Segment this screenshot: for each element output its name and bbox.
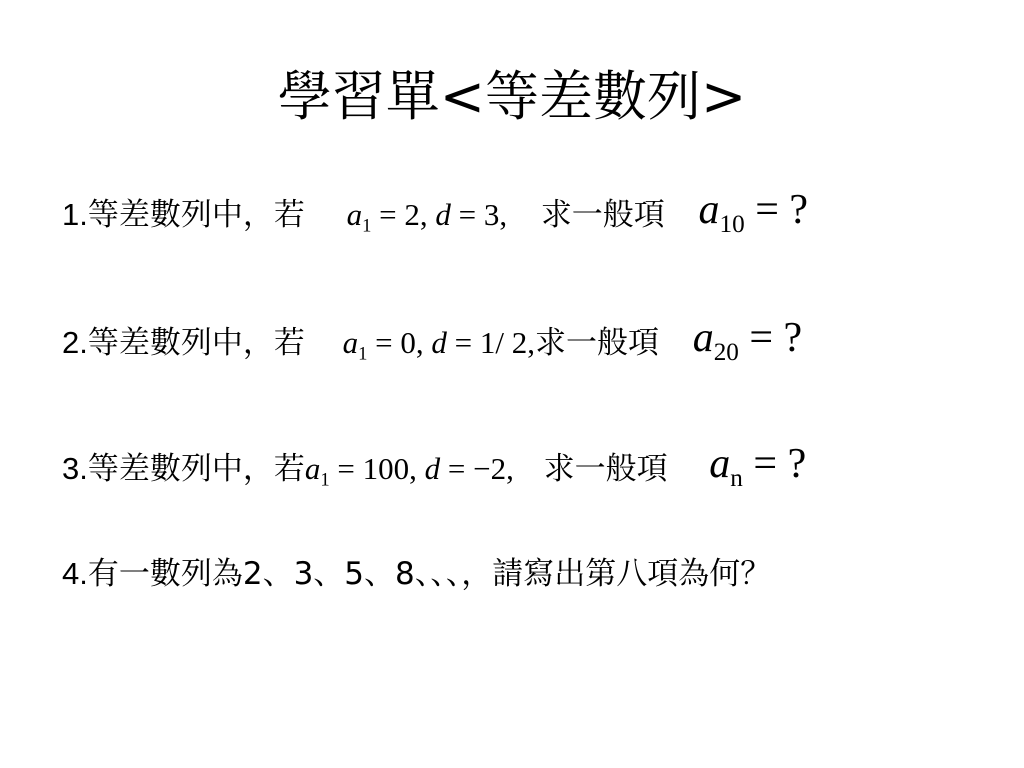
question-number: 1. — [62, 197, 88, 232]
question-text: 有一數列為2、3、5、8、、、，請寫出第八項為何？ — [87, 556, 772, 592]
question-number: 3. — [62, 451, 88, 486]
question-number: 2. — [62, 325, 88, 360]
question-4 — [62, 552, 962, 596]
question-lead: 等差數列中，若 — [87, 325, 305, 361]
question-1 — [62, 187, 809, 238]
condition-formula: $a_1 = 0$, d = 1/ 2, — [342, 325, 535, 365]
question-ask: 求一般項 — [540, 197, 665, 233]
target-formula: $a_{10}$ = ? — [698, 187, 809, 238]
condition-formula: $a_1 = 100$, d = −2, — [304, 451, 514, 491]
question-lead: 等差數列中，若 — [87, 197, 305, 233]
page-title: 學習單<等差數列> — [277, 65, 747, 128]
question-ask: 求一般項 — [543, 451, 668, 487]
question-lead: 等差數列中，若 — [87, 451, 305, 487]
target-formula: $a_n$ = ? — [709, 441, 807, 492]
question-ask: 求一般項 — [534, 325, 659, 361]
question-number: 4. — [62, 556, 88, 591]
question-3 — [62, 441, 807, 492]
condition-formula: $a_1 = 2$, d = 3, — [346, 197, 508, 237]
question-2 — [62, 315, 803, 366]
target-formula: $a_{20}$ = ? — [692, 315, 803, 366]
